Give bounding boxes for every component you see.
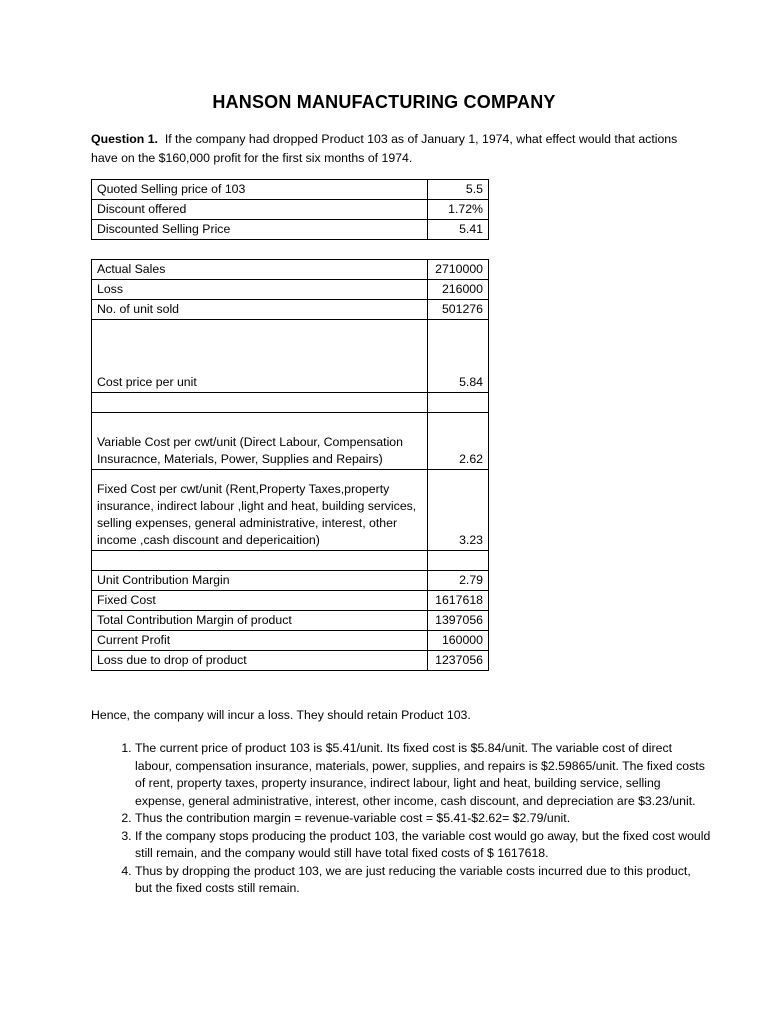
list-item: 3. If the company stops producing the product 103, the variable cost would go away, but the fixed cost would still remain, and the company would still have total fixed costs of $ 1617618. xyxy=(135,828,711,863)
blank-row xyxy=(92,393,489,413)
question-paragraph xyxy=(91,130,691,168)
row-value: 2.79 xyxy=(428,571,489,591)
row-label: Loss xyxy=(92,280,428,300)
cost-analysis-table xyxy=(91,259,489,671)
blank-row xyxy=(92,551,489,571)
table-row xyxy=(92,591,489,611)
row-label: Unit Contribution Margin xyxy=(92,571,428,591)
row-value: 1617618 xyxy=(428,591,489,611)
row-label: Loss due to drop of product xyxy=(92,651,428,671)
table-row xyxy=(92,300,489,320)
list-item: 2. Thus the contribution margin = revenue-variable cost = $5.41-$2.62= $2.79/unit. xyxy=(135,810,711,828)
table-row xyxy=(92,611,489,631)
table-row xyxy=(92,320,489,393)
row-label: Current Profit xyxy=(92,631,428,651)
row-label: No. of unit sold xyxy=(92,300,428,320)
table-row xyxy=(92,260,489,280)
row-value: 5.84 xyxy=(428,320,489,393)
row-value: 2.62 xyxy=(428,413,489,470)
row-value: 501276 xyxy=(428,300,489,320)
row-label: Discount offered xyxy=(92,200,428,220)
row-label: Fixed Cost per cwt/unit (Rent,Property Taxes,property insurance, indirect labour ,light and heat, building services, selling expenses, general administrative, interest, other income ,cash discount and depericaition) xyxy=(92,470,428,551)
table-row xyxy=(92,180,489,200)
row-label: Variable Cost per cwt/unit (Direct Labour, Compensation Insuracnce, Materials, Power, Supplies and Repairs) xyxy=(92,413,428,470)
price-table xyxy=(91,179,489,240)
row-value: 1.72% xyxy=(428,200,489,220)
table-row xyxy=(92,200,489,220)
table-row xyxy=(92,651,489,671)
table-row xyxy=(92,571,489,591)
table-row xyxy=(92,280,489,300)
row-value: 1237056 xyxy=(428,651,489,671)
table-row xyxy=(92,470,489,551)
list-item: 4. Thus by dropping the product 103, we are just reducing the variable costs incurred due to this product, but the fixed costs still remain. xyxy=(135,863,711,898)
row-value: 2710000 xyxy=(428,260,489,280)
row-label: Fixed Cost xyxy=(92,591,428,611)
row-value: 1397056 xyxy=(428,611,489,631)
question-text: If the company had dropped Product 103 as of January 1, 1974, what effect would that actions have on the $160,000 profit for the first six months of 1974. xyxy=(91,132,678,165)
row-label: Cost price per unit xyxy=(92,320,428,393)
row-value: 5.41 xyxy=(428,220,489,240)
explanation-list xyxy=(91,740,711,898)
row-value: 3.23 xyxy=(428,470,489,551)
row-label: Discounted Selling Price xyxy=(92,220,428,240)
table-row xyxy=(92,631,489,651)
page-title: HANSON MANUFACTURING COMPANY xyxy=(212,92,556,112)
row-label: Total Contribution Margin of product xyxy=(92,611,428,631)
row-label: Actual Sales xyxy=(92,260,428,280)
table-row xyxy=(92,220,489,240)
list-item: 1. The current price of product 103 is $5.41/unit. Its fixed cost is $5.84/unit. The variable cost of direct labour, compensation insurance, materials, power, supplies, and repairs is $2.59865/unit. The fixed costs of rent, property taxes, property insurance, indirect labour, light and heat, building service, selling expense, general administrative, interest, other income, cash discount, and depreciation are $3.23/unit. xyxy=(135,740,711,810)
row-value: 216000 xyxy=(428,280,489,300)
table-row xyxy=(92,413,489,470)
row-value: 160000 xyxy=(428,631,489,651)
row-label: Quoted Selling price of 103 xyxy=(92,180,428,200)
row-value: 5.5 xyxy=(428,180,489,200)
conclusion-text: Hence, the company will incur a loss. They should retain Product 103. xyxy=(91,708,471,722)
question-label: Question 1. xyxy=(91,132,158,146)
